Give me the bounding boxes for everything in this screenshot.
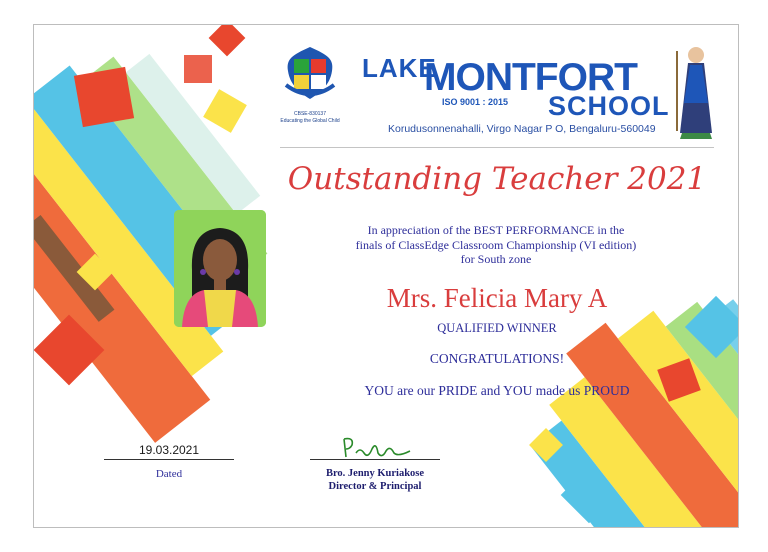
signature-line — [310, 459, 440, 460]
school-crest-icon — [280, 45, 340, 101]
status-text: QUALIFIED WINNER — [437, 321, 557, 335]
brand-school: SCHOOL — [548, 91, 670, 121]
saint-figure-icon — [668, 43, 724, 139]
brand-montfort: MONTFORT — [424, 56, 637, 99]
certificate — [33, 24, 739, 528]
school-address: Korudusonnenahalli, Virgo Nagar P O, Bengaluru-560049 — [388, 123, 656, 135]
signatory: Bro. Jenny Kuriakose Director & Principal — [325, 468, 425, 492]
appreciation-text: In appreciation of the BEST PERFORMANCE in the finals of ClassEdge Classroom Championship (VI edition) for South zone — [355, 223, 637, 266]
date-value: 19.03.2021 — [138, 443, 200, 457]
date-label: Dated — [155, 468, 183, 480]
teacher-photo — [174, 210, 266, 327]
recipient-name: Mrs. Felicia Mary A — [386, 283, 608, 313]
congrats-text: CONGRATULATIONS! — [429, 351, 565, 366]
crest-caption: CBSE-830137 Educating the Global Child — [280, 111, 340, 124]
date-line — [104, 459, 234, 460]
certificate-title: Outstanding Teacher 2021 — [287, 161, 707, 197]
pride-text: YOU are our PRIDE and YOU made us PROUD — [364, 383, 630, 398]
header-divider — [280, 147, 714, 148]
iso-label: ISO 9001 : 2015 — [442, 97, 509, 107]
brand-lake: LAKE — [362, 53, 437, 83]
